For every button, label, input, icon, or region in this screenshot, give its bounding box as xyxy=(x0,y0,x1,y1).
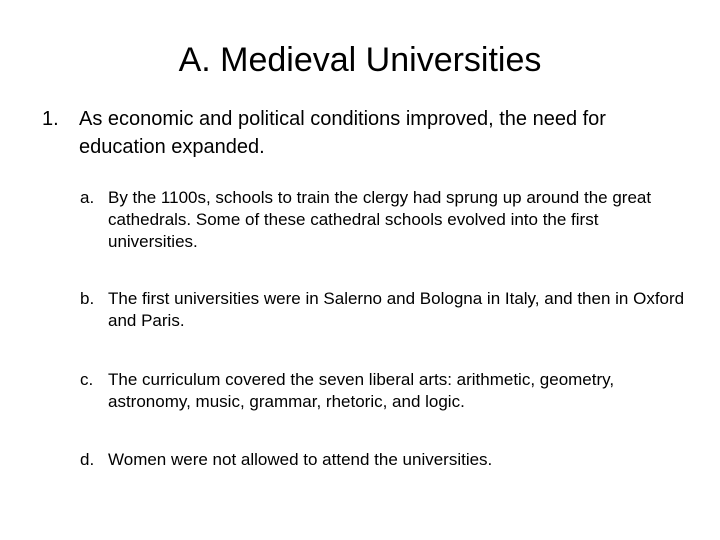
subpoint-marker: c. xyxy=(80,370,94,389)
main-point-1 xyxy=(42,105,692,161)
subpoint-d xyxy=(80,449,690,471)
subpoint-a xyxy=(80,187,690,253)
slide-title: A. Medieval Universities xyxy=(178,41,542,79)
subpoint-c xyxy=(80,369,690,413)
subpoint-text: Women were not allowed to attend the universities. xyxy=(108,450,493,469)
subpoint-marker: b. xyxy=(80,289,95,308)
subpoint-text: By the 1100s, schools to train the clergy had sprung up around the great cathedrals. Some of these cathedral schools evolved into the first universities. xyxy=(108,188,652,251)
subpoint-text: The curriculum covered the seven liberal arts: arithmetic, geometry, astronomy, music, grammar, rhetoric, and logic. xyxy=(108,370,615,411)
main-point-marker: 1. xyxy=(42,108,59,130)
main-point-text: As economic and political conditions improved, the need for education expanded. xyxy=(79,108,606,158)
subpoint-marker: d. xyxy=(80,450,95,469)
subpoint-b xyxy=(80,288,690,332)
subpoint-text: The first universities were in Salerno and Bologna in Italy, and then in Oxford and Paris. xyxy=(108,289,685,330)
subpoint-marker: a. xyxy=(80,188,95,207)
